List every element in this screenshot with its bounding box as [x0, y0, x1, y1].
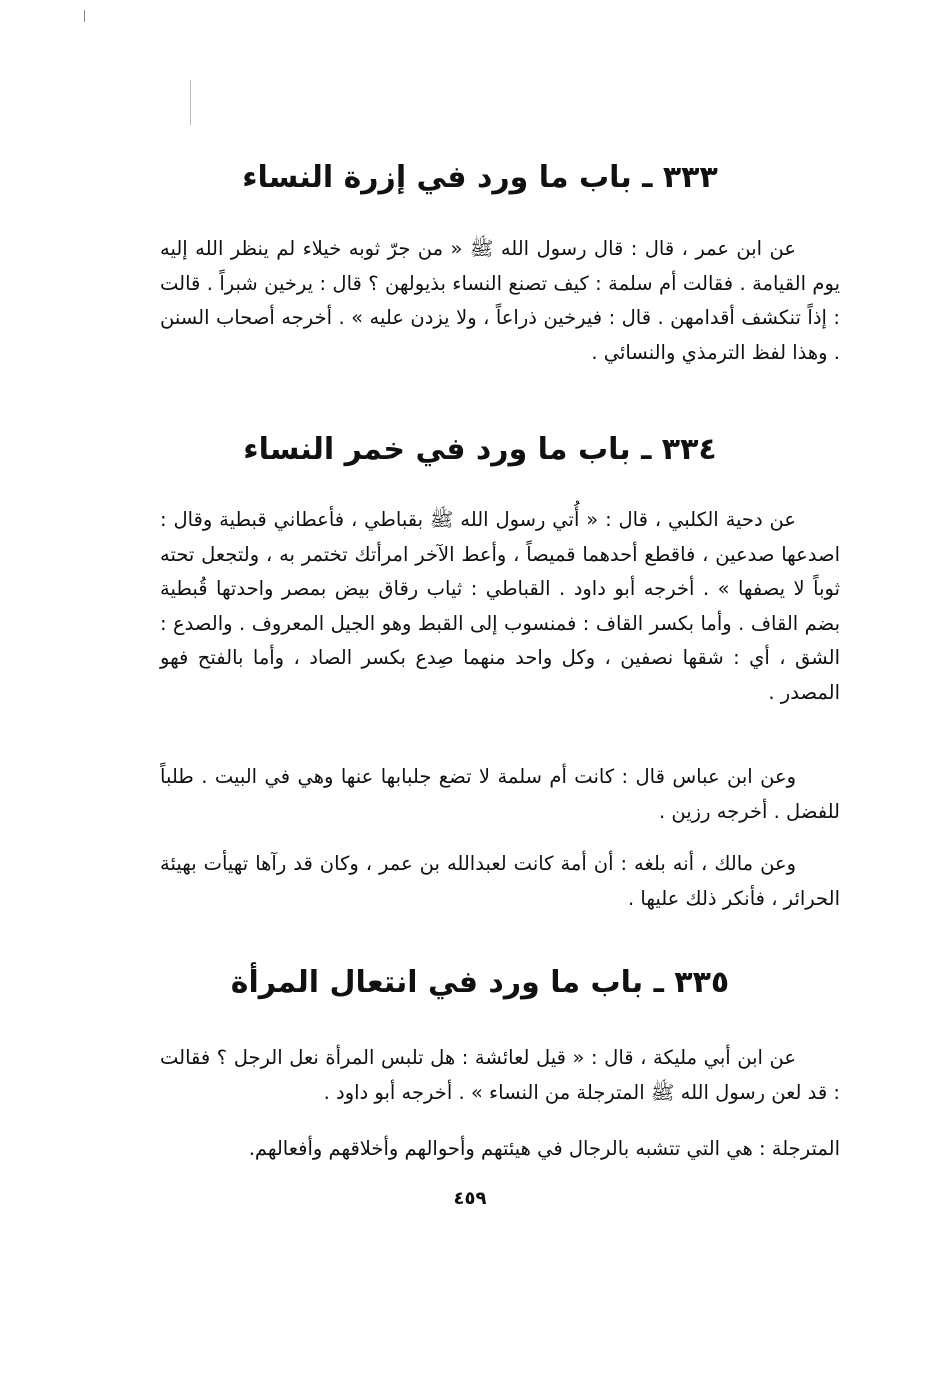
section-heading-335: ٣٣٥ ـ باب ما ورد في انتعال المرأة — [230, 965, 730, 1000]
section-heading-334: ٣٣٤ ـ باب ما ورد في خمر النساء — [243, 432, 717, 467]
page-number: ٤٥٩ — [453, 1188, 487, 1209]
section-335-paragraph-2: المترجلة : هي التي تتشبه بالرجال في هيئتهم وأحوالهم وأخلاقهم وأفعالهم. — [248, 1137, 840, 1160]
section-335-paragraph-1: عن ابن أبي مليكة ، قال : « قيل لعائشة : هل تلبس المرأة نعل الرجل ؟ فقالت : قد لعن رسول الله ﷺ المترجلة من النساء » . أخرجه أبو داود . — [160, 1046, 840, 1104]
section-334-paragraph-1: عن دحية الكلبي ، قال : « أُتي رسول الله ﷺ بقباطي ، فأعطاني قبطية وقال : اصدعها صدعين ، فاقطع أحدهما قميصاً ، وأعط الآخر امرأتك تختمر به ، ولتجعل تحته ثوباً لا يصفها » . أخرجه أبو داود . القباطي : ثياب رقاق بيض بمصر واحدتها قُبطية بضم القاف . وأما بكسر القاف : فمنسوب إلى القبط وهو الجيل المعروف . والصدع : الشق ، أي : شقها نصفين ، وكل واحد منهما صِدع بكسر الصاد ، وأما بالفتح فهو المصدر . — [160, 508, 840, 704]
scan-mark-margin — [190, 80, 191, 125]
section-334-paragraph-3: وعن مالك ، أنه بلغه : أن أمة كانت لعبدالله بن عمر ، وكان قد رآها تهيأت بهيئة الحرائر ، فأنكر ذلك عليها . — [160, 852, 840, 910]
scan-mark-top — [84, 10, 85, 22]
section-heading-333: ٣٣٣ ـ باب ما ورد في إزرة النساء — [242, 160, 718, 195]
section-333-paragraph-1: عن ابن عمر ، قال : قال رسول الله ﷺ « من جرّ ثوبه خيلاء لم ينظر الله إليه يوم القيامة . فقالت أم سلمة : كيف تصنع النساء بذيولهن ؟ قال : يرخين شبراً . قالت : إذاً تنكشف أقدامهن . قال : فيرخين ذراعاً ، ولا يزدن عليه » . أخرجه أصحاب السنن . وهذا لفظ الترمذي والنسائي . — [160, 237, 840, 364]
section-334-paragraph-2: وعن ابن عباس قال : كانت أم سلمة لا تضع جلبابها عنها وهي في البيت . طلباً للفضل . أخرجه رزين . — [160, 765, 840, 823]
